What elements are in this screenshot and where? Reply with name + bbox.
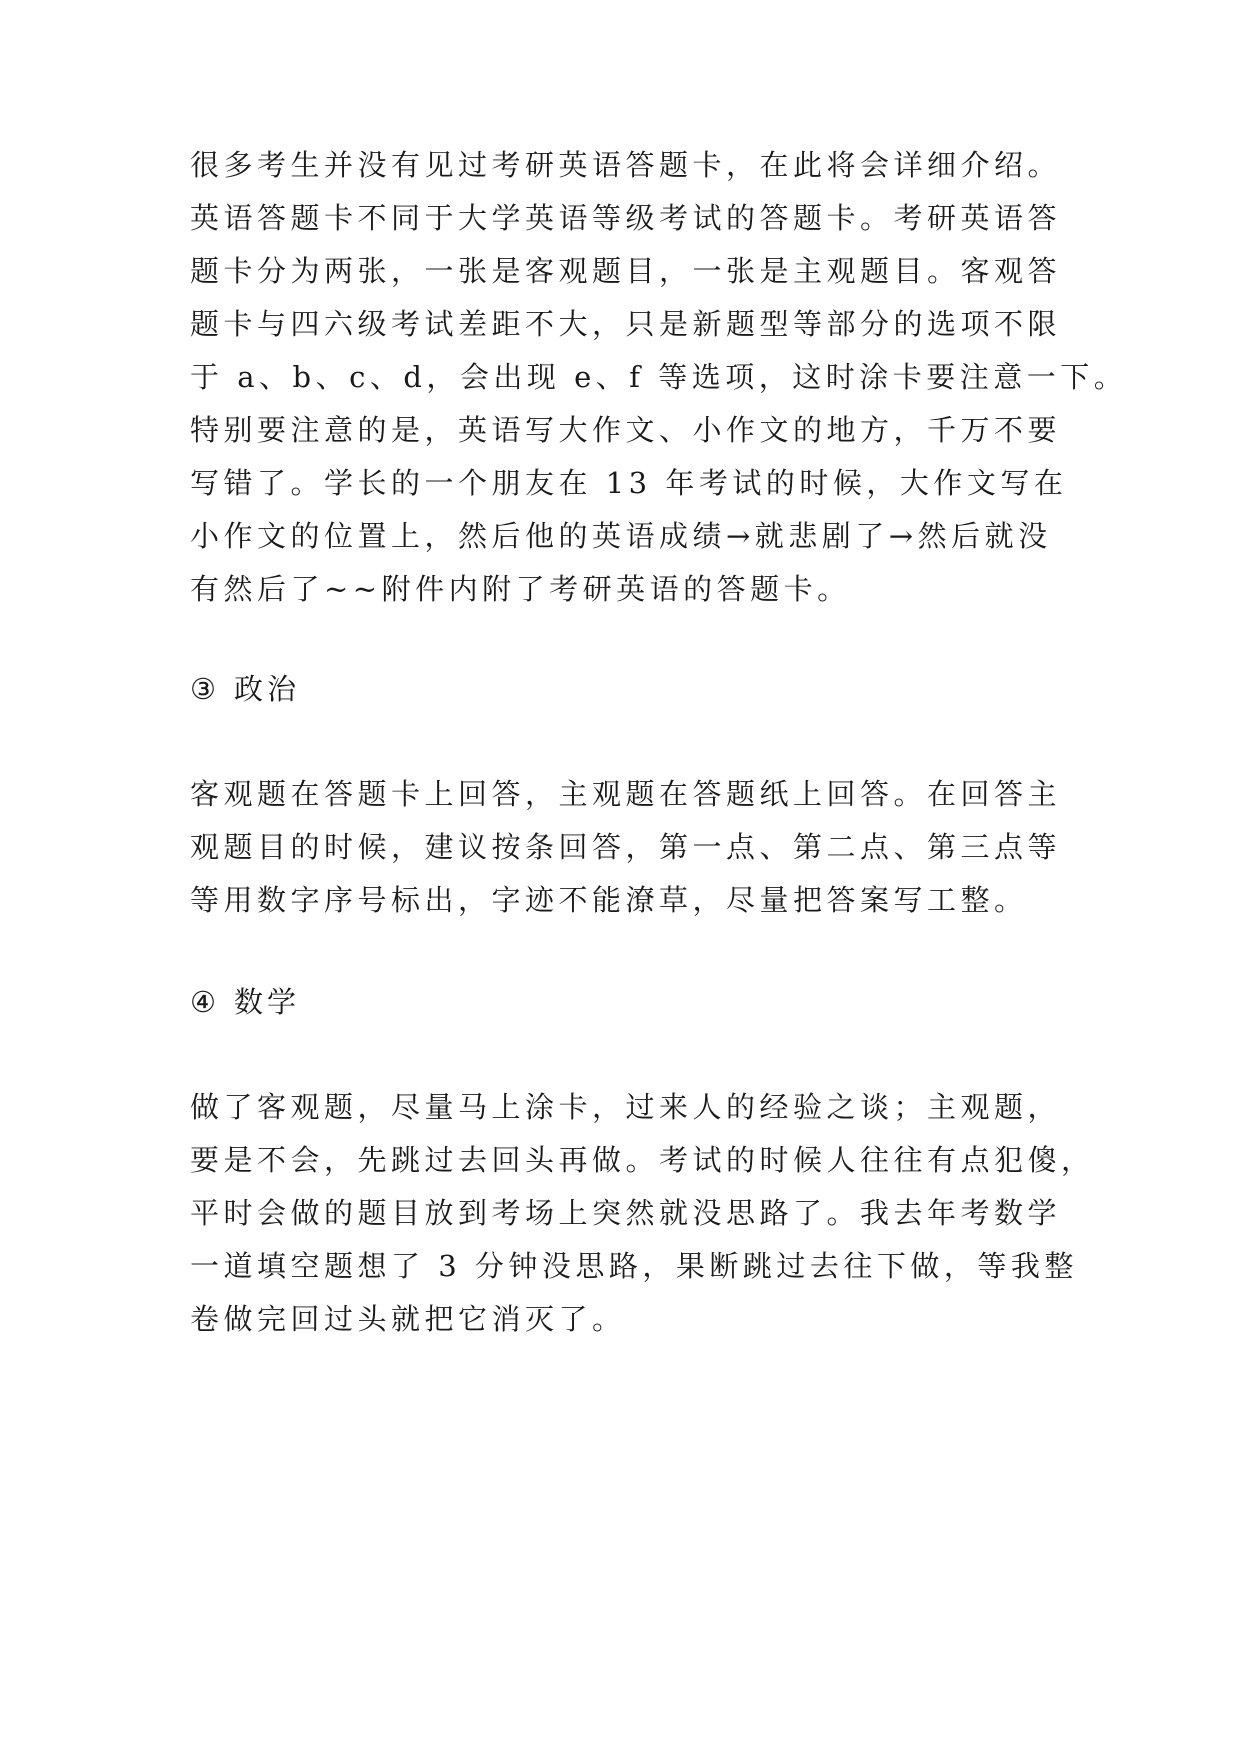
paragraph-line: 观题目的时候，建议按条回答，第一点、第二点、第三点等: [190, 830, 1062, 864]
paragraph-line: 英语答题卡不同于大学英语等级考试的答题卡。考研英语答: [190, 201, 1062, 235]
paragraph-line: 卷做完回过头就把它消灭了。: [190, 1302, 626, 1336]
paragraph-line: 题卡与四六级考试差距不大，只是新题型等部分的选项不限: [190, 307, 1062, 341]
paragraph-line: 做了客观题，尽量马上涂卡，过来人的经验之谈；主观题，: [190, 1090, 1062, 1124]
section-number: ③: [190, 672, 220, 706]
paragraph-line: 客观题在答题卡上回答，主观题在答题纸上回答。在回答主: [190, 777, 1062, 811]
paragraph-line: 平时会做的题目放到考场上突然就没思路了。我去年考数学: [190, 1196, 1062, 1230]
paragraph-line: 很多考生并没有见过考研英语答题卡，在此将会详细介绍。: [190, 148, 1062, 182]
paragraph-line: 题卡分为两张，一张是客观题目，一张是主观题目。客观答: [190, 254, 1062, 288]
section-title: 政治: [234, 672, 301, 706]
section-heading-politics: [190, 669, 300, 709]
paragraph-line: 有然后了~~附件内附了考研英语的答题卡。: [190, 572, 851, 606]
section-number: ④: [190, 985, 220, 1019]
paragraph-line: 要是不会，先跳过去回头再做。考试的时候人往往有点犯傻，: [190, 1143, 1095, 1177]
paragraph-line: 特别要注意的是，英语写大作文、小作文的地方，千万不要: [190, 413, 1062, 447]
paragraph-line: 一道填空题想了 3 分钟没思路，果断跳过去往下做，等我整: [190, 1249, 1078, 1283]
paragraph-line: 等用数字序号标出，字迹不能潦草，尽量把答案写工整。: [190, 883, 1028, 917]
section-heading-math: [190, 982, 300, 1022]
paragraph-line: 小作文的位置上，然后他的英语成绩→就悲剧了→然后就没: [190, 519, 1052, 553]
paragraph-line: 写错了。学长的一个朋友在 13 年考试的时候，大作文写在: [190, 466, 1068, 500]
paragraph-line: 于 a、b、c、d，会出现 e、f 等选项，这时涂卡要注意一下。: [190, 360, 1128, 394]
section-title: 数学: [234, 985, 301, 1019]
